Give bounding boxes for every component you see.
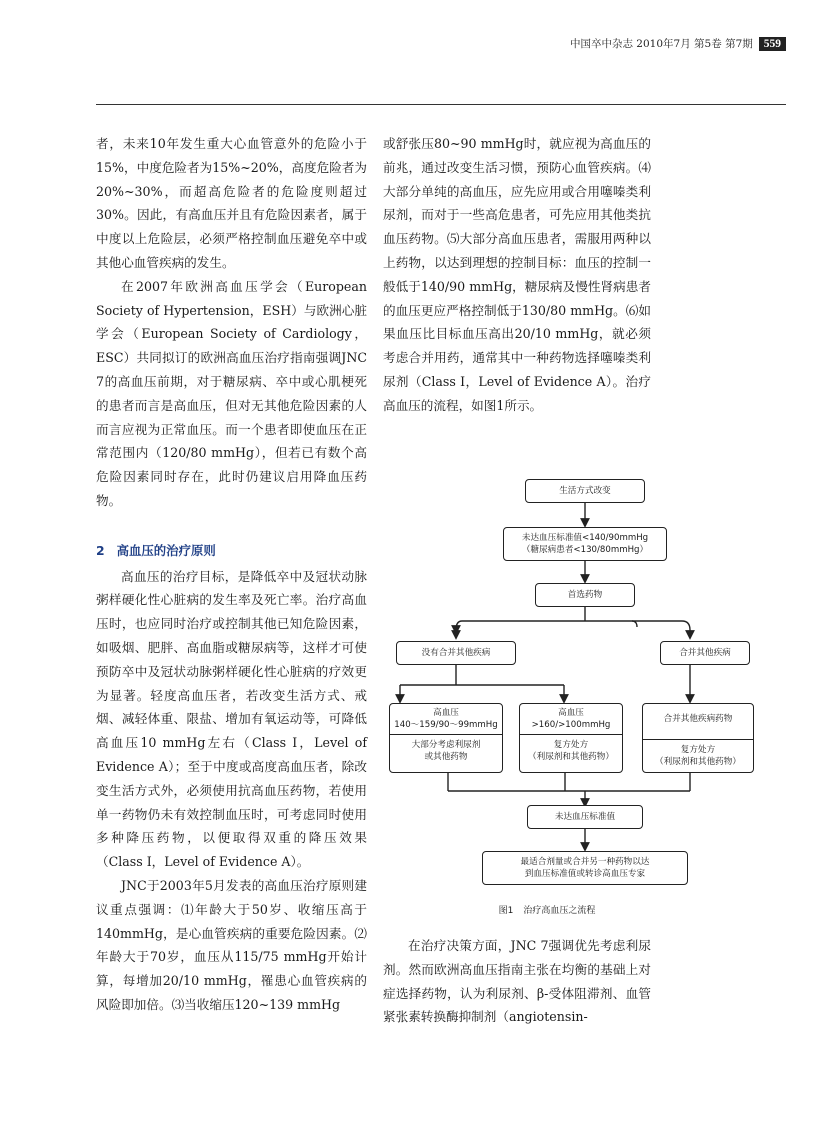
section-heading [96,539,367,563]
flow-step-final [482,851,688,885]
flowchart-figure [392,475,741,920]
flow-box-stage1-title2: 140～159/90～99mmHg [394,720,498,730]
left-para-1: 者，未来10年发生重大心血管意外的危险小于15%，中度危险者为15%~20%，高度危险者为20%~30%，而超高危险者的危险度则超过30%。因此，有高血压并且有危险因素者，属于中度以上危险层，必须严格控制血压避免卒中或其他心血管疾病的发生。 [96,136,367,270]
left-column [96,132,367,1017]
right-para-1: 或舒张压80~90 mmHg时，就应视为高血压的前兆，通过改变生活习惯，预防心血管疾病。⑷大部分单纯的高血压，应先应用或合用噻嗪类利尿剂，而对于一些高危患者，可先应用其他类抗血压药物。⑸大部分高血压患者，需服用两种以上药物，以达到理想的控制目标：血压的控制一般低于140/90 mmHg，糖尿病及慢性肾病患者的血压更应严格控制低于130/80 mmHg。⑹如果血压比目标血压高出20/10 mmHg，就必须考虑合并用药，通常其中一种药物选择噻嗪类利尿剂（Class Ⅰ，Level of Evidence A）。治疗高血压的流程，如图1所示。 [383,136,651,413]
flow-box-stage1-body2: 或其他药物 [424,752,468,762]
flow-step-target-line1: 未达血压标准值<140/90mmHg [521,533,649,543]
flow-step-lifestyle [525,479,645,503]
flow-box-stage1-body1: 大部分考虑利尿剂 [411,740,481,750]
flow-box-stage1-title1: 高血压 [433,708,459,718]
flow-box-stage2-body1: 复方处方 [553,740,589,750]
figure-caption-text: 治疗高血压之流程 [523,906,596,916]
flow-branch-no-comorbidity [396,641,516,665]
running-header [570,36,786,51]
flow-box-stage2-body2: （利尿剂和其他药物） [528,752,614,762]
flow-step-target [503,527,667,561]
flow-box-comorbidity-body1: 复方处方 [680,745,716,755]
flow-branch-no-comorbidity-label: 没有合并其他疾病 [421,648,491,658]
section-title: 高血压的治疗原则 [116,542,216,558]
section-number: 2 [96,542,105,558]
flow-step-lifestyle-label: 生活方式改变 [559,486,611,496]
flow-box-comorbidity-title: 合并其他疾病药物 [663,714,733,724]
flow-step-final-line1: 最适合剂量或合并另一种药物以达 [520,857,650,867]
flow-branch-comorbidity-label: 合并其他疾病 [679,648,731,658]
flow-box-stage1 [389,703,503,773]
header-rule [96,104,786,105]
flow-step-not-reached-label: 未达血压标准值 [554,812,616,822]
flow-box-comorbidity [642,703,754,773]
flow-box-stage2 [519,703,623,773]
flow-step-target-line2: （糖尿病患者<130/80mmHg） [521,545,649,555]
flow-box-comorbidity-body2: （利尿剂和其他药物） [655,757,741,767]
right-column [383,132,651,418]
left-para-3: 高血压的治疗目标，是降低卒中及冠状动脉粥样硬化性心脏病的发生率及死亡率。治疗高血压时，也应同时治疗或控制其他已知危险因素，如吸烟、肥胖、高血脂或糖尿病等，这样才可使预防卒中及冠状动脉粥样硬化性心脏病的疗效更为显著。轻度高血压者，若改变生活方式、戒烟、减轻体重、限盐、增加有氧运动等，可降低高血压10 mmHg左右（Class Ⅰ，Level of Evidence A）；至于中度或高度高血压者，除改变生活方式外，必须使用抗高血压药物，若使用单一药物仍未有效控制血压时，可考虑同时使用多种降压药物，以便取得双重的降压效果（Class Ⅰ，Level of Evidence A）。 [96,568,367,870]
left-para-2: 在2007年欧洲高血压学会（European Society of Hypertension，ESH）与欧洲心脏学会（European Society of Cardiology，ESC）共同拟订的欧洲高血压治疗指南强调JNC 7的高血压前期，对于糖尿病、卒中或心肌梗死的患者而言是高血压，但对无其他危险因素的人而言应视为正常血压。而一个患者即使血压在正常范围内（120/80 mmHg），但若已有数个高危险因素同时存在，此时仍建议启用降血压药物。 [96,278,367,508]
left-para-4: JNC于2003年5月发表的高血压治疗原则建议重点强调：⑴年龄大于50岁、收缩压高于140mmHg，是心血管疾病的重要危险因素。⑵年龄大于70岁，血压从115/75 mmHg开始计算，每增加20/10 mmHg，罹患心血管疾病的风险即加倍。⑶当收缩压120~139 mmHg [96,877,367,1012]
figure-caption-label: 图1 [498,906,514,916]
journal-info: 中国卒中杂志 2010年7月 第5卷 第7期 [569,38,753,50]
flow-step-first-drug-label: 首选药物 [567,590,603,600]
flow-step-final-line2: 到血压标准值或转诊高血压专家 [524,869,646,879]
flow-step-first-drug [535,583,635,607]
page-number: 559 [759,37,786,51]
flow-branch-comorbidity [660,641,750,665]
flow-box-stage2-title1: 高血压 [558,708,584,718]
right-para-2: 在治疗决策方面，JNC 7强调优先考虑利尿剂。然而欧洲高血压指南主张在均衡的基础上对症选择药物，认为利尿剂、β-受体阻滞剂、血管紧张素转换酶抑制剂（angiotensin- [383,938,651,1025]
right-column-lower [383,934,651,1029]
flow-box-stage2-title2: >160/>100mmHg [531,720,611,730]
flow-step-not-reached [527,805,643,829]
figure-caption [392,903,702,916]
